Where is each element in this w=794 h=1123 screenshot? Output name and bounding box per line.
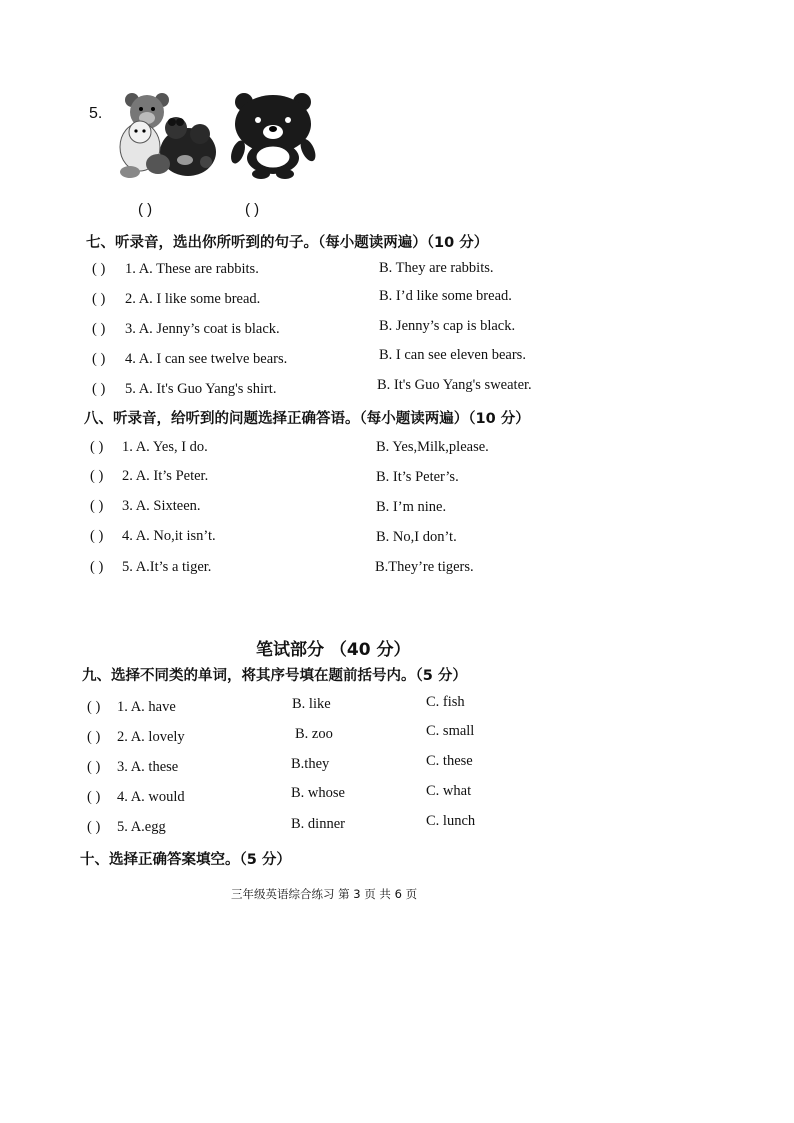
section-8-heading: 八、听录音，给听到的问题选择正确答语。（每小题读两遍）（10 分） bbox=[84, 411, 530, 427]
option-b: B.they bbox=[291, 756, 330, 772]
option-c: C. what bbox=[426, 783, 472, 799]
option-b: B.They’re tigers. bbox=[375, 559, 474, 575]
option-a: 1. A. Yes, I do. bbox=[122, 439, 208, 455]
option-a: 3. A. these bbox=[117, 759, 179, 775]
picture-answer-bracket-1[interactable]: ( ) bbox=[138, 201, 153, 218]
answer-bracket[interactable]: ( ) bbox=[90, 439, 104, 455]
answer-bracket[interactable]: ( ) bbox=[87, 699, 101, 715]
answer-bracket[interactable]: ( ) bbox=[92, 351, 106, 367]
black-bear-cartoon-image bbox=[228, 90, 320, 180]
option-c: C. fish bbox=[426, 694, 465, 710]
option-b: B. They are rabbits. bbox=[379, 260, 494, 276]
option-c: C. these bbox=[426, 753, 473, 769]
answer-bracket[interactable]: ( ) bbox=[92, 321, 106, 337]
option-c: C. small bbox=[426, 723, 475, 739]
option-b: B. Jenny’s cap is black. bbox=[379, 318, 516, 334]
option-a: 2. A. lovely bbox=[117, 729, 185, 745]
option-a: 4. A. No,it isn’t. bbox=[122, 528, 216, 544]
option-b: B. zoo bbox=[295, 726, 333, 742]
question-number: 5. bbox=[89, 105, 103, 122]
section-9-heading: 九、选择不同类的单词，将其序号填在题前括号内。（5 分） bbox=[82, 668, 467, 684]
option-b: B. It’s Peter’s. bbox=[376, 469, 459, 485]
section-7-heading: 七、听录音，选出你所听到的句子。（每小题读两遍）（10 分） bbox=[86, 235, 489, 251]
option-a: 2. A. It’s Peter. bbox=[122, 468, 209, 484]
option-a: 3. A. Jenny’s coat is black. bbox=[125, 321, 280, 337]
answer-bracket[interactable]: ( ) bbox=[87, 789, 101, 805]
option-a: 1. A. These are rabbits. bbox=[125, 261, 259, 277]
option-a: 5. A. It's Guo Yang's shirt. bbox=[125, 381, 277, 397]
option-b: B. It's Guo Yang's sweater. bbox=[377, 377, 532, 393]
option-b: B. whose bbox=[291, 785, 345, 801]
answer-bracket[interactable]: ( ) bbox=[92, 261, 106, 277]
option-b: B. No,I don’t. bbox=[376, 529, 457, 545]
option-b: B. I can see eleven bears. bbox=[379, 347, 526, 363]
answer-bracket[interactable]: ( ) bbox=[92, 381, 106, 397]
option-a: 1. A. have bbox=[117, 699, 176, 715]
option-a: 3. A. Sixteen. bbox=[122, 498, 201, 514]
answer-bracket[interactable]: ( ) bbox=[87, 819, 101, 835]
option-a: 5. A.egg bbox=[117, 819, 166, 835]
option-c: C. lunch bbox=[426, 813, 476, 829]
option-b: B. I’d like some bread. bbox=[379, 288, 512, 304]
option-b: B. I’m nine. bbox=[376, 499, 447, 515]
option-a: 4. A. I can see twelve bears. bbox=[125, 351, 288, 367]
page-footer: 三年级英语综合练习 第 3 页 共 6 页 bbox=[231, 887, 418, 901]
answer-bracket[interactable]: ( ) bbox=[90, 498, 104, 514]
option-b: B. Yes,Milk,please. bbox=[376, 439, 489, 455]
teddy-bears-group-image bbox=[110, 92, 218, 180]
option-b: B. like bbox=[292, 696, 331, 712]
option-a: 2. A. I like some bread. bbox=[125, 291, 261, 307]
answer-bracket[interactable]: ( ) bbox=[92, 291, 106, 307]
answer-bracket[interactable]: ( ) bbox=[90, 468, 104, 484]
section-10-heading: 十、选择正确答案填空。（5 分） bbox=[80, 852, 291, 868]
written-part-title: 笔试部分 （40 分） bbox=[256, 640, 411, 660]
answer-bracket[interactable]: ( ) bbox=[87, 759, 101, 775]
picture-answer-bracket-2[interactable]: ( ) bbox=[245, 201, 260, 218]
option-a: 4. A. would bbox=[117, 789, 185, 805]
answer-bracket[interactable]: ( ) bbox=[90, 528, 104, 544]
answer-bracket[interactable]: ( ) bbox=[90, 559, 104, 575]
option-a: 5. A.It’s a tiger. bbox=[122, 559, 212, 575]
answer-bracket[interactable]: ( ) bbox=[87, 729, 101, 745]
option-b: B. dinner bbox=[291, 816, 345, 832]
